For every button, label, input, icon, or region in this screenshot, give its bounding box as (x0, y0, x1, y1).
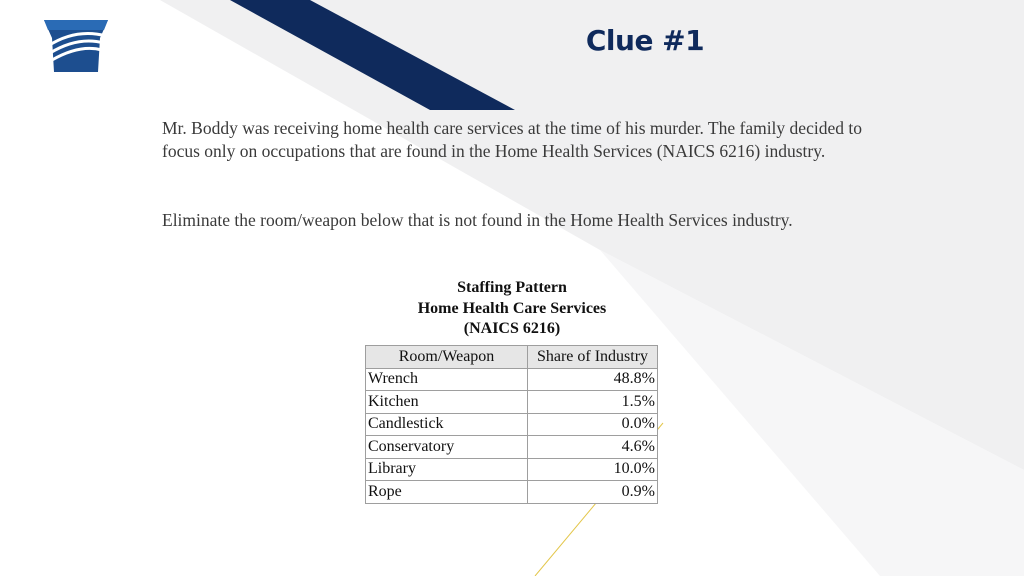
table-row (366, 368, 658, 391)
row-value: 10.0% (528, 458, 658, 481)
slide-title: Clue #1 (585, 24, 705, 57)
table-title-line3: (NAICS 6216) (463, 320, 561, 337)
row-label: Library (366, 458, 528, 481)
row-label: Wrench (366, 368, 528, 391)
clue-description: Mr. Boddy was receiving home health care services at the time of his murder. The family decided to focus only on occupations that are found in the Home Health Services (NAICS 6216) industry. (162, 118, 862, 161)
row-value: 48.8% (528, 368, 658, 391)
table-title (362, 278, 662, 340)
table-title-line1: Staffing Pattern (457, 279, 567, 296)
row-label: Conservatory (366, 436, 528, 459)
table-row (366, 391, 658, 414)
row-value: 4.6% (528, 436, 658, 459)
column-header-room-weapon: Room/Weapon (366, 346, 528, 369)
keystone-logo-icon (40, 16, 112, 74)
row-label: Rope (366, 481, 528, 504)
row-label: Candlestick (366, 413, 528, 436)
table-row (366, 481, 658, 504)
table-row (366, 413, 658, 436)
table-title-line2: Home Health Care Services (417, 299, 607, 317)
row-label: Kitchen (366, 391, 528, 414)
row-value: 1.5% (528, 391, 658, 414)
table-header-row (366, 346, 658, 369)
staffing-pattern-table (365, 345, 658, 504)
column-header-share: Share of Industry (528, 346, 658, 369)
table-row (366, 458, 658, 481)
clue-instruction: Eliminate the room/weapon below that is not found in the Home Health Services industry. (162, 210, 793, 230)
row-value: 0.9% (528, 481, 658, 504)
row-value: 0.0% (528, 413, 658, 436)
table-row (366, 436, 658, 459)
